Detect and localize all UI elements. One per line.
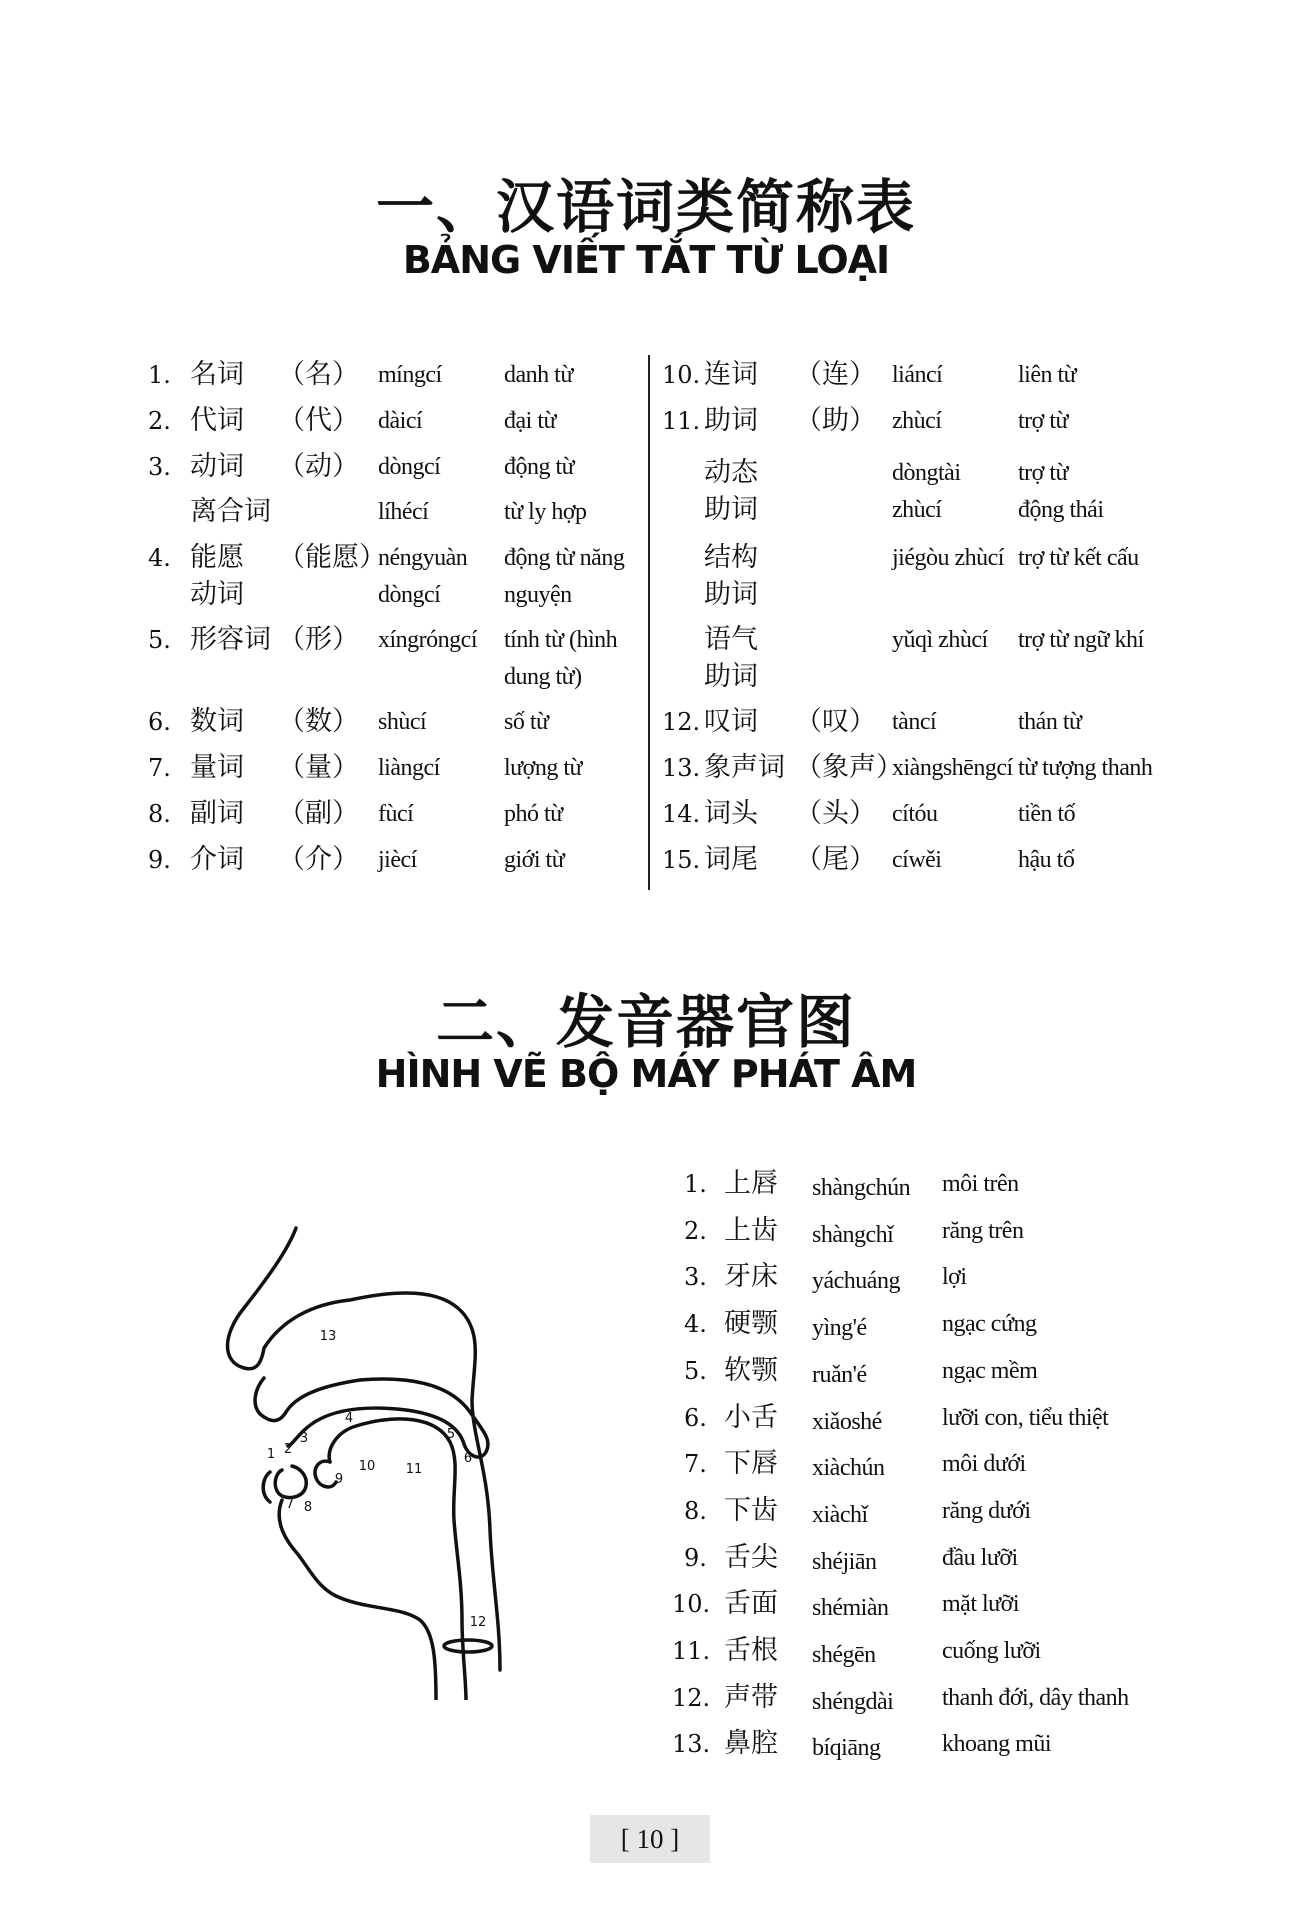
row-number: 8. xyxy=(148,800,171,828)
word-class-zh: 语气 xyxy=(704,624,758,655)
abbreviation: （数） xyxy=(278,706,359,737)
diagram-label: 7 xyxy=(285,1497,295,1512)
word-class-zh: 动态 xyxy=(704,457,758,488)
vietnamese-term: trợ từ kết cấu xyxy=(1018,545,1139,571)
word-class-zh: 助词 xyxy=(704,661,758,692)
organ-name-zh: 鼻腔 xyxy=(724,1728,778,1760)
vietnamese-term: trợ từ xyxy=(1018,408,1069,434)
organ-name-zh: 上唇 xyxy=(724,1168,778,1199)
vietnamese-term: động từ xyxy=(504,454,575,480)
abbreviation: （名） xyxy=(278,359,359,390)
organ-name-vi: răng dưới xyxy=(942,1497,1031,1524)
pinyin: cíwěi xyxy=(892,847,942,873)
vietnamese-term: dung từ) xyxy=(504,664,582,690)
word-class-zh: 动词 xyxy=(190,579,244,610)
word-class-zh: 代词 xyxy=(190,405,244,436)
diagram-label: 13 xyxy=(319,1329,337,1344)
word-class-zh: 动词 xyxy=(190,451,244,482)
abbreviation: （连） xyxy=(795,359,876,390)
row-number: 12. xyxy=(662,708,701,736)
diagram-label: 1 xyxy=(266,1447,276,1462)
row-number: 3. xyxy=(148,453,171,481)
organ-name-vi: thanh đới, dây thanh xyxy=(942,1684,1129,1711)
word-class-zh: 数词 xyxy=(190,706,244,737)
vietnamese-term: tính từ (hình xyxy=(504,627,618,653)
pinyin: dòngtài xyxy=(892,460,961,486)
organ-pinyin: xiǎoshé xyxy=(812,1408,882,1435)
pinyin: jiégòu zhùcí xyxy=(892,545,1004,571)
row-number: 6. xyxy=(148,708,171,736)
diagram-label: 12 xyxy=(469,1615,487,1630)
pinyin: néngyuàn xyxy=(378,545,468,571)
pinyin: tàncí xyxy=(892,709,937,735)
organ-pinyin: shàngchǐ xyxy=(812,1221,894,1248)
organ-name-zh: 上齿 xyxy=(724,1214,778,1246)
table-divider xyxy=(648,355,650,890)
word-class-zh: 词尾 xyxy=(704,844,758,875)
diagram-label: 2 xyxy=(283,1442,293,1457)
abbreviation: （尾） xyxy=(795,844,876,875)
organ-pinyin: shàngchún xyxy=(812,1175,911,1201)
organ-pinyin: yáchuáng xyxy=(812,1268,900,1295)
word-class-zh: 助词 xyxy=(704,494,758,525)
pinyin: yǔqì zhùcí xyxy=(892,627,988,653)
word-class-zh: 象声词 xyxy=(704,752,785,783)
organ-name-vi: ngạc mềm xyxy=(942,1357,1038,1384)
organ-pinyin: shéngdài xyxy=(812,1688,894,1715)
diagram-label: 11 xyxy=(405,1462,423,1477)
section1-title-vi: BẢNG VIẾT TẮT TỪ LOẠI xyxy=(402,238,890,282)
pinyin: xiàngshēngcí xyxy=(892,755,1013,781)
vocal-organs-diagram xyxy=(200,1200,570,1700)
organ-pinyin: shéjiān xyxy=(812,1548,877,1575)
vietnamese-term: thán từ xyxy=(1018,709,1082,735)
organ-number: 13. xyxy=(672,1730,711,1759)
organ-name-vi: khoang mũi xyxy=(942,1731,1051,1758)
row-number: 4. xyxy=(148,544,171,572)
diagram-label: 5 xyxy=(446,1427,456,1442)
word-class-zh: 助词 xyxy=(704,405,758,436)
organ-number: 2. xyxy=(684,1216,707,1245)
diagram-label: 10 xyxy=(358,1459,376,1474)
abbreviation: （动） xyxy=(278,451,359,482)
organ-name-vi: lưỡi con, tiểu thiệt xyxy=(942,1404,1109,1431)
organ-number: 11. xyxy=(672,1637,711,1665)
row-number: 15. xyxy=(662,846,701,874)
row-number: 1. xyxy=(148,361,171,389)
vietnamese-term: hậu tố xyxy=(1018,847,1075,873)
pinyin: shùcí xyxy=(378,709,427,735)
word-class-zh: 副词 xyxy=(190,798,244,829)
organ-number: 9. xyxy=(684,1543,707,1572)
vietnamese-term: phó từ xyxy=(504,801,563,827)
pinyin: fùcí xyxy=(378,801,414,827)
abbreviation: （量） xyxy=(278,752,359,783)
pinyin: dàicí xyxy=(378,408,423,434)
word-class-zh: 能愿 xyxy=(190,542,244,573)
organ-pinyin: ruǎn'é xyxy=(812,1361,867,1388)
organ-name-zh: 下齿 xyxy=(724,1494,778,1526)
organ-name-vi: răng trên xyxy=(942,1217,1024,1244)
organ-name-vi: môi trên xyxy=(942,1171,1019,1197)
pinyin: xíngróngcí xyxy=(378,627,477,653)
organ-name-zh: 声带 xyxy=(724,1681,778,1713)
organ-name-zh: 牙床 xyxy=(724,1261,778,1293)
vietnamese-term: từ ly hợp xyxy=(504,499,587,525)
organ-pinyin: shémiàn xyxy=(812,1595,889,1622)
vietnamese-term: nguyện xyxy=(504,582,572,608)
word-class-zh: 助词 xyxy=(704,579,758,610)
organ-number: 4. xyxy=(684,1310,707,1339)
organ-name-zh: 硬颚 xyxy=(724,1308,778,1340)
organ-pinyin: xiàchǐ xyxy=(812,1501,868,1528)
pinyin: zhùcí xyxy=(892,408,942,434)
row-number: 14. xyxy=(662,800,701,828)
pinyin: líhécí xyxy=(378,499,429,525)
organ-number: 10. xyxy=(672,1590,711,1619)
organ-name-zh: 舌面 xyxy=(724,1588,778,1620)
vietnamese-term: từ tượng thanh xyxy=(1018,755,1153,781)
diagram-label: 6 xyxy=(463,1451,473,1466)
abbreviation: （象声） xyxy=(795,752,903,783)
organ-name-zh: 下唇 xyxy=(724,1448,778,1480)
abbreviation: （助） xyxy=(795,405,876,436)
vietnamese-term: tiền tố xyxy=(1018,801,1076,827)
abbreviation: （介） xyxy=(278,844,359,875)
organ-name-vi: mặt lưỡi xyxy=(942,1591,1020,1618)
row-number: 10. xyxy=(662,361,701,389)
word-class-zh: 形容词 xyxy=(190,624,271,655)
abbreviation: （副） xyxy=(278,798,359,829)
section2-title-vi: HÌNH VẼ BỘ MÁY PHÁT ÂM xyxy=(375,1052,917,1096)
vietnamese-term: động từ năng xyxy=(504,545,625,571)
vietnamese-term: danh từ xyxy=(504,362,573,388)
diagram-label: 8 xyxy=(303,1500,313,1515)
word-class-zh: 介词 xyxy=(190,844,244,875)
section2-title-zh: 二、发音器官图 xyxy=(435,988,856,1056)
organ-pinyin: xiàchún xyxy=(812,1455,885,1482)
organ-name-zh: 舌尖 xyxy=(724,1541,778,1573)
vietnamese-term: liên từ xyxy=(1018,362,1077,388)
vietnamese-term: trợ từ ngữ khí xyxy=(1018,627,1144,653)
pinyin: liàngcí xyxy=(378,755,440,781)
organ-number: 6. xyxy=(684,1403,707,1432)
organ-name-vi: cuống lưỡi xyxy=(942,1638,1041,1664)
organ-pinyin: yìng'é xyxy=(812,1315,867,1342)
row-number: 13. xyxy=(662,754,701,782)
row-number: 5. xyxy=(148,626,171,654)
word-class-zh: 量词 xyxy=(190,752,244,783)
organ-number: 5. xyxy=(684,1356,707,1385)
diagram-label: 9 xyxy=(334,1472,344,1487)
abbreviation: （叹） xyxy=(795,706,876,737)
organ-name-vi: ngạc cứng xyxy=(942,1311,1037,1338)
word-class-zh: 离合词 xyxy=(190,496,271,527)
vietnamese-term: giới từ xyxy=(504,847,565,873)
abbreviation: （形） xyxy=(278,624,359,655)
abbreviation: （代） xyxy=(278,405,359,436)
organ-name-zh: 软颚 xyxy=(724,1354,778,1386)
organ-name-vi: lợi xyxy=(942,1264,967,1291)
organ-pinyin: shégēn xyxy=(812,1642,876,1668)
row-number: 11. xyxy=(662,407,701,435)
organ-number: 1. xyxy=(684,1170,707,1198)
vietnamese-term: lượng từ xyxy=(504,755,583,781)
row-number: 9. xyxy=(148,846,171,874)
row-number: 7. xyxy=(148,754,171,782)
page-number: [ 10 ] xyxy=(590,1815,710,1863)
abbreviation: （能愿） xyxy=(278,542,386,573)
word-class-zh: 结构 xyxy=(704,542,758,573)
organ-name-vi: đầu lưỡi xyxy=(942,1544,1018,1571)
pinyin: míngcí xyxy=(378,362,442,388)
row-number: 2. xyxy=(148,407,171,435)
vietnamese-term: trợ từ xyxy=(1018,460,1069,486)
organ-number: 12. xyxy=(672,1683,711,1712)
pinyin: jiècí xyxy=(378,847,417,873)
vietnamese-term: đại từ xyxy=(504,408,556,434)
organ-name-zh: 小舌 xyxy=(724,1401,778,1433)
organ-number: 7. xyxy=(684,1450,707,1479)
pinyin: dòngcí xyxy=(378,582,441,608)
pinyin: zhùcí xyxy=(892,497,942,523)
pinyin: dòngcí xyxy=(378,454,441,480)
vietnamese-term: số từ xyxy=(504,709,549,735)
organ-number: 3. xyxy=(684,1263,707,1292)
word-class-zh: 连词 xyxy=(704,359,758,390)
vietnamese-term: động thái xyxy=(1018,497,1104,523)
organ-pinyin: bíqiāng xyxy=(812,1735,881,1762)
diagram-label: 4 xyxy=(344,1411,354,1426)
organ-name-vi: môi dưới xyxy=(942,1451,1026,1478)
pinyin: liáncí xyxy=(892,362,943,388)
diagram-label: 3 xyxy=(299,1431,309,1446)
pinyin: cítóu xyxy=(892,801,938,827)
organ-name-zh: 舌根 xyxy=(724,1635,778,1666)
word-class-zh: 名词 xyxy=(190,359,244,390)
word-class-zh: 叹词 xyxy=(704,706,758,737)
section1-title-zh: 一、汉语词类简称表 xyxy=(375,173,916,241)
abbreviation: （头） xyxy=(795,798,876,829)
organ-number: 8. xyxy=(684,1496,707,1525)
word-class-zh: 词头 xyxy=(704,798,758,829)
